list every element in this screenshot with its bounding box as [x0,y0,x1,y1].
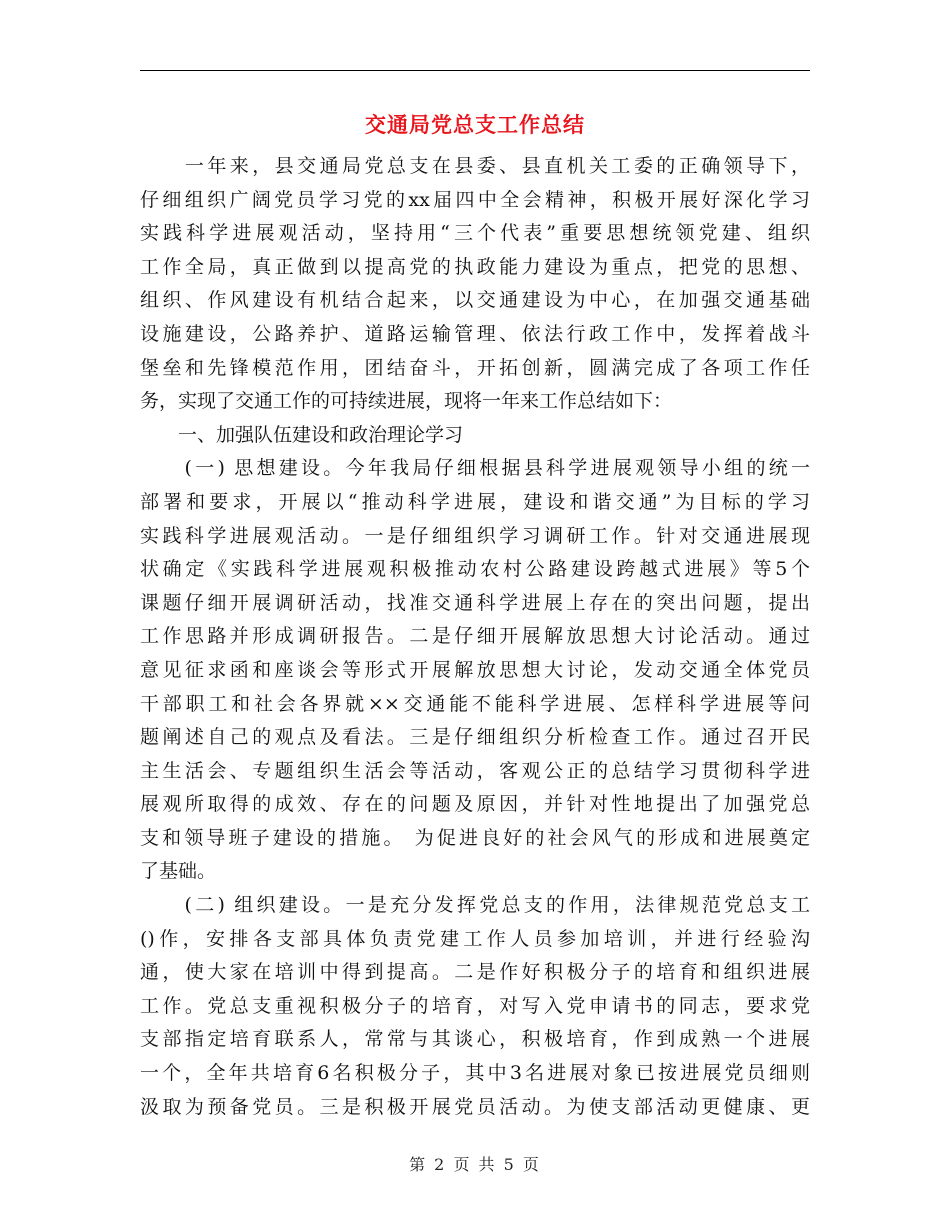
body-text-line: 展观所取得的成效、存在的问题及原因，并针对性地提出了加强党总 [140,793,810,816]
body-text-line: 部署和要求，开展以“推动科学进展，建设和谐交通”为目标的学习 [140,490,810,513]
body-text-line: 课题仔细开展调研活动，找准交通科学进展上存在的突出问题，提出 [140,591,810,614]
body-text-line: 了基础。 [140,860,217,883]
body-text-line: ()作，安排各支部具体负责党建工作人员参加培训，并进行经验沟 [140,927,810,950]
page-number: 第 2 页 共 5 页 [409,1155,541,1174]
body-text-line: 干部职工和社会各界就××交通能不能科学进展、怎样科学进展等问 [140,692,810,715]
body-text-line: 一年来，县交通局党总支在县委、县直机关工委的正确领导下， [140,155,810,177]
body-text-line: 支部指定培育联系人，常常与其谈心，积极培育，作到成熟一个进展 [140,1028,810,1051]
body-text-line: 支和领导班子建设的措施。 为促进良好的社会风气的形成和进展奠定 [140,826,810,849]
body-text-line: 仔细组织广阔党员学习党的xx届四中全会精神，积极开展好深化学习 [140,188,810,211]
body-text-line: 意见征求函和座谈会等形式开展解放思想大讨论，发动交通全体党员 [140,658,810,681]
body-text-line: 汲取为预备党员。三是积极开展党员活动。为使支部活动更健康、更 [140,1095,810,1118]
body-text-line: 工作全局，真正做到以提高党的执政能力建设为重点，把党的思想、 [140,255,810,278]
body-text-line: 一个，全年共培育6名积极分子，其中3名进展对象已按进展党员细则 [140,1062,810,1085]
document-body [140,150,810,1124]
body-text-line: 通，使大家在培训中得到提高。二是作好积极分子的培育和组织进展 [140,961,810,984]
body-text-line: 一、加强队伍建设和政治理论学习 [140,423,464,446]
body-text-line: 堡垒和先锋模范作用，团结奋斗，开拓创新，圆满完成了各项工作任 [140,356,810,379]
body-text-line: 状确定《实践科学进展观积极推动农村公路建设跨越式进展》等5个 [140,558,810,581]
body-text-line: 工作思路并形成调研报告。二是仔细开展解放思想大讨论活动。通过 [140,625,810,648]
body-text-line: (二) 组织建设。一是充分发挥党总支的作用，法律规范党总支工 [140,894,810,917]
body-text-line: 工作。党总支重视积极分子的培育，对写入党申请书的同志，要求党 [140,994,810,1017]
body-text-line: 务，实现了交通工作的可持续进展，现将一年来工作总结如下： [140,390,673,413]
body-text-line: 题阐述自己的观点及看法。三是仔细组织分析检查工作。通过召开民 [140,726,810,749]
body-text-line: 主生活会、专题组织生活会等活动，客观公正的总结学习贯彻科学进 [140,759,810,782]
header-rule [140,70,810,71]
body-text-line: 设施建设，公路养护、道路运输管理、依法行政工作中，发挥着战斗 [140,322,810,345]
body-text-line: 实践科学进展观活动。一是仔细组织学习调研工作。针对交通进展现 [140,524,810,547]
body-text-line: 组织、作风建设有机结合起来，以交通建设为中心，在加强交通基础 [140,289,810,312]
document-title: 交通局党总支工作总结 [365,112,585,137]
body-text-line: (一) 思想建设。今年我局仔细根据县科学进展观领导小组的统一 [140,457,810,480]
body-text-line: 实践科学进展观活动，坚持用“三个代表”重要思想统领党建、组织 [140,222,810,245]
